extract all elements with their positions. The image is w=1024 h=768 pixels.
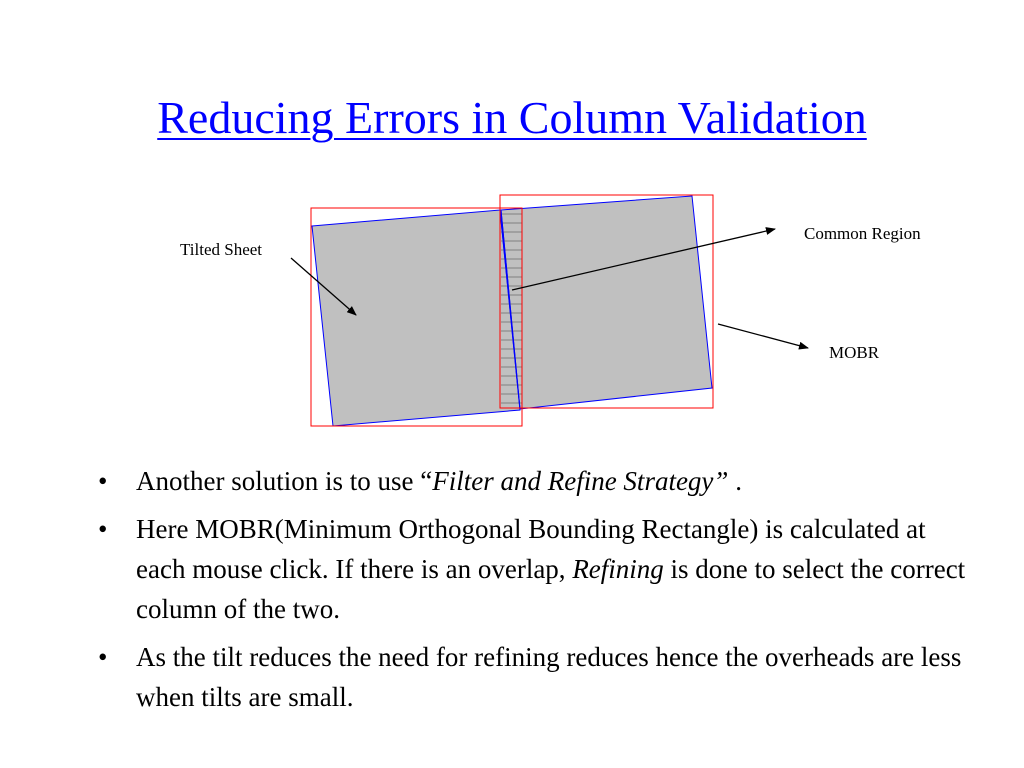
bullet-italic-text: Refining bbox=[572, 554, 664, 584]
bullet-text-end: . bbox=[728, 466, 742, 496]
slide-title: Reducing Errors in Column Validation bbox=[157, 92, 867, 143]
bullet-marker: • bbox=[98, 514, 108, 544]
bullet-text: Another solution is to use “ bbox=[136, 466, 433, 496]
bullet-italic-text: Filter and Refine Strategy” bbox=[432, 466, 729, 496]
bullet-item bbox=[98, 509, 978, 629]
bullet-marker: • bbox=[98, 642, 108, 672]
bullet-text: Here MOBR(Minimum Orthogonal Bounding Rectangle) is calculated at each mouse click. If there is an overlap, bbox=[136, 514, 926, 584]
bullet-marker: • bbox=[98, 466, 108, 496]
bullet-list bbox=[98, 461, 978, 725]
bullet-item bbox=[98, 461, 978, 501]
tilted-sheet-label: Tilted Sheet bbox=[180, 240, 263, 259]
left-tilted-sheet bbox=[312, 210, 520, 426]
bullet-text-end: is done to select the correct column of the two. bbox=[136, 554, 966, 624]
common-region-label: Common Region bbox=[804, 224, 921, 243]
bullet-text: As the tilt reduces the need for refining reduces hence the overheads are less when tilts are small. bbox=[136, 642, 962, 712]
right-tilted-sheet bbox=[501, 196, 712, 409]
mobr-label: MOBR bbox=[829, 343, 880, 362]
bullet-item bbox=[98, 637, 978, 717]
mobr-arrow bbox=[718, 324, 808, 348]
